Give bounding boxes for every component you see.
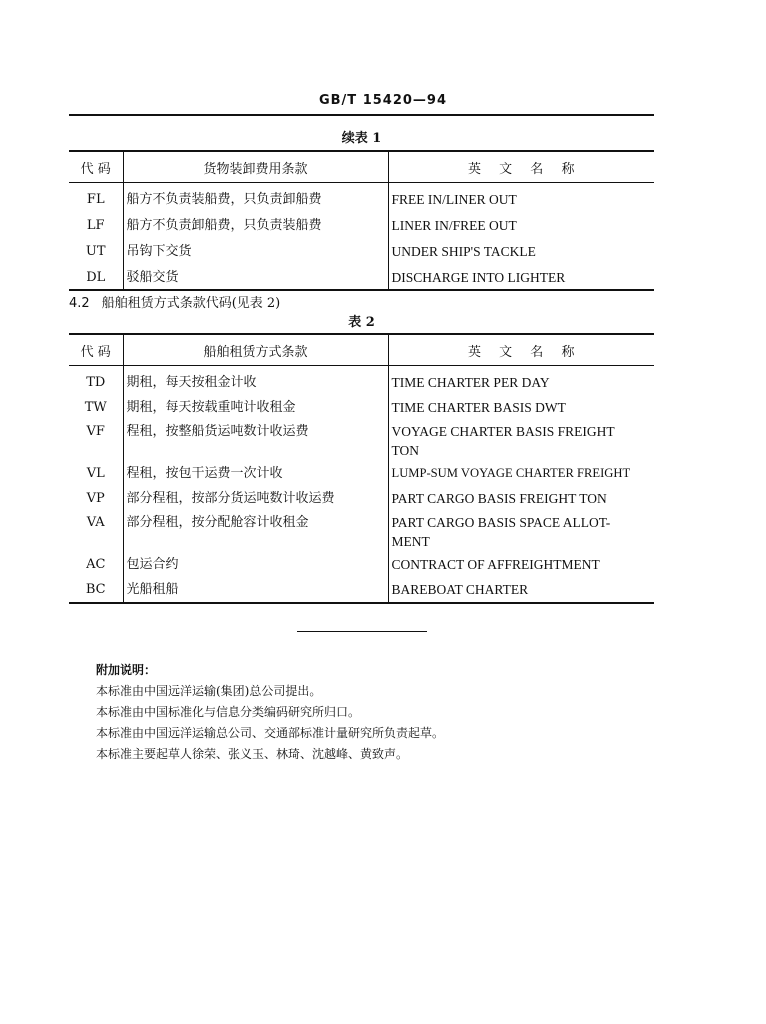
row-en: PART CARGO BASIS FREIGHT TON	[391, 490, 607, 506]
section-text: 船舶租赁方式条款代码(见表 2)	[101, 296, 281, 311]
table-header-row	[69, 151, 654, 183]
row-code: VP	[69, 489, 123, 513]
table-row	[69, 216, 654, 242]
row-en-line2: TON	[391, 442, 420, 458]
column-header-en: 英 文 名 称	[388, 334, 654, 366]
notes-line: 本标准由中国标准化与信息分类编码研究所归口。	[96, 705, 361, 719]
standard-number: GB/T 15420—94	[318, 93, 448, 108]
end-rule	[297, 631, 427, 632]
row-cn: 期租，每天按租金计收	[123, 373, 388, 398]
row-code: AC	[69, 555, 123, 580]
row-en: LUMP-SUM VOYAGE CHARTER FREIGHT	[391, 465, 631, 480]
table-row	[69, 190, 654, 216]
row-code: LF	[69, 216, 123, 242]
table2	[69, 333, 654, 604]
row-en-line1: VOYAGE CHARTER BASIS FREIGHT	[391, 423, 615, 439]
row-cn: 程租，按包干运费一次计收	[123, 464, 388, 489]
row-en: LINER IN/FREE OUT	[391, 217, 517, 233]
column-header-cn: 船舶租赁方式条款	[123, 334, 388, 366]
column-header-en: 英 文 名 称	[388, 151, 654, 183]
table-row	[69, 580, 654, 603]
table1-caption: 续表 1	[341, 131, 382, 146]
row-code: TD	[69, 373, 123, 398]
row-cn: 包运合约	[123, 555, 388, 580]
table1	[69, 150, 654, 291]
row-cn: 吊钩下交货	[123, 242, 388, 268]
row-en: FREE IN/LINER OUT	[391, 191, 517, 207]
additional-notes	[96, 660, 444, 765]
row-code: TW	[69, 398, 123, 422]
row-en: UNDER SHIP'S TACKLE	[391, 243, 536, 259]
row-en: DISCHARGE INTO LIGHTER	[388, 268, 654, 290]
row-en: TIME CHARTER PER DAY	[391, 374, 550, 390]
row-code: FL	[69, 190, 123, 216]
row-en: TIME CHARTER BASIS DWT	[391, 399, 566, 415]
row-en-line1: PART CARGO BASIS SPACE ALLOT-	[391, 514, 611, 530]
table2-caption: 表 2	[348, 315, 375, 330]
column-header-cn: 货物装卸费用条款	[123, 151, 388, 183]
row-code: DL	[69, 268, 123, 290]
row-en	[388, 422, 654, 464]
notes-line: 本标准由中国远洋运输(集团)总公司提出。	[96, 684, 322, 698]
row-cn: 光船租船	[123, 580, 388, 603]
notes-title: 附加说明：	[96, 663, 157, 677]
row-cn: 船方不负责卸船费，只负责装船费	[123, 216, 388, 242]
row-cn: 驳船交货	[123, 268, 388, 290]
column-header-code: 代 码	[69, 334, 123, 366]
table-row	[69, 489, 654, 513]
row-cn: 部分程租，按部分货运吨数计收运费	[123, 489, 388, 513]
table-row	[69, 555, 654, 580]
row-cn: 程租，按整船货运吨数计收运费	[123, 422, 388, 464]
row-code: VL	[69, 464, 123, 489]
row-cn: 船方不负责装船费，只负责卸船费	[123, 190, 388, 216]
column-header-code: 代 码	[69, 151, 123, 183]
table-row	[69, 242, 654, 268]
table-row	[69, 268, 654, 290]
table-header-row	[69, 334, 654, 366]
header-rule	[69, 114, 654, 116]
table-row	[69, 373, 654, 398]
row-code: VF	[69, 422, 123, 464]
row-code: UT	[69, 242, 123, 268]
row-code: BC	[69, 580, 123, 603]
table-row	[69, 422, 654, 464]
row-cn: 期租，每天按载重吨计收租金	[123, 398, 388, 422]
table-row	[69, 398, 654, 422]
notes-line: 本标准由中国远洋运输总公司、交通部标准计量研究所负责起草。	[96, 726, 445, 740]
row-cn: 部分程租，按分配舱容计收租金	[123, 513, 388, 555]
row-en-line2: MENT	[391, 533, 430, 549]
row-en: BAREBOAT CHARTER	[388, 580, 654, 603]
notes-line: 本标准主要起草人徐荣、张义玉、林琦、沈越峰、黄致声。	[96, 747, 409, 761]
section-heading	[69, 292, 280, 311]
row-en: CONTRACT OF AFFREIGHTMENT	[391, 556, 600, 572]
section-number: 4.2	[69, 296, 90, 311]
row-en	[388, 513, 654, 555]
row-code: VA	[69, 513, 123, 555]
table-row	[69, 464, 654, 489]
table-row	[69, 513, 654, 555]
